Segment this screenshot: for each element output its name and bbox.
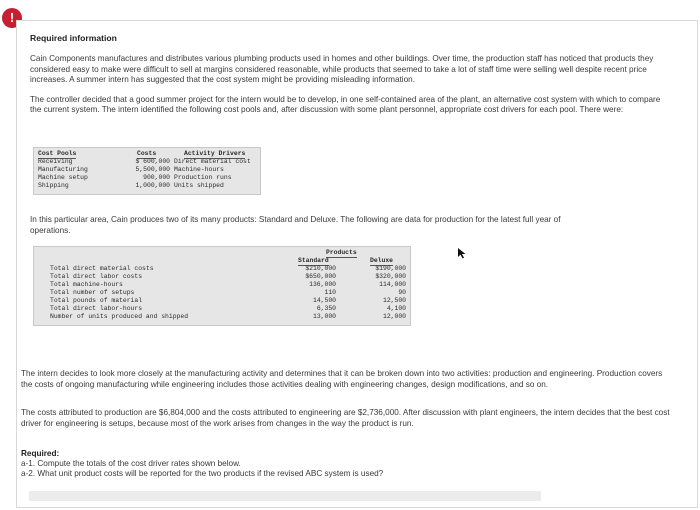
pool-cost: 900,000	[143, 174, 170, 181]
pool-driver: Production runs	[174, 174, 232, 181]
pool-name: Machine setup	[38, 174, 88, 181]
pool-cost: 1,000,000	[135, 182, 170, 189]
product-row-label: Number of units produced and shipped	[50, 313, 189, 320]
mouse-pointer-icon	[457, 247, 467, 259]
required-heading: Required:	[21, 449, 60, 458]
product-row-label: Total number of setups	[50, 289, 135, 296]
product-row-label: Total direct labor-hours	[50, 305, 143, 312]
pool-cost: $ 600,000	[135, 158, 170, 165]
pool-driver: Machine-hours	[174, 166, 224, 173]
costs-header: Costs	[137, 150, 157, 157]
deluxe-value: 12,000	[382, 313, 406, 320]
standard-value: $210,000	[305, 265, 336, 272]
question-panel	[16, 20, 698, 508]
deluxe-value: 4,100	[386, 305, 406, 312]
engineering-cost-paragraph: The costs attributed to production are $6,804,000 and the costs attributed to engineering are $2,736,000. After discussion with plant engineers, the intern decides that the best cost driver for engineering is setups, because most of the work arises from changes in the way the product is run.	[21, 408, 670, 428]
deluxe-value: 90	[398, 289, 406, 296]
deluxe-value: 114,000	[379, 281, 406, 288]
pool-driver: Units shipped	[174, 182, 224, 189]
answer-area	[29, 491, 541, 501]
pool-name: Manufacturing	[38, 166, 88, 173]
products-table	[33, 246, 411, 326]
standard-value: 13,000	[312, 313, 336, 320]
controller-paragraph: The controller decided that a good summer project for the intern would be to develop, in one self-contained area of the plant, an alternative cost system with which to compare the current system. The intern identified the following cost pools and, after discussion with some plant personnel, appropriate cost drivers for each pool. There were:	[30, 94, 661, 115]
product-row-label: Total machine-hours	[50, 281, 123, 288]
deluxe-value: 12,500	[382, 297, 406, 304]
pool-name: Shipping	[38, 182, 69, 189]
standard-column-header: Standard	[298, 257, 329, 264]
cost-pools-header: Cost Pools	[38, 150, 77, 157]
standard-value: $650,000	[305, 273, 336, 280]
manufacturing-activity-paragraph: The intern decides to look more closely at the manufacturing activity and determines that it can be broken down into two activities: production and engineering. Production covers the costs of ongoing manufacturing while engineering includes those activities dealing with engineering changes, design modifications, and so on.	[21, 369, 663, 389]
deluxe-value: $190,000	[375, 265, 406, 272]
pool-name: Receiving	[38, 158, 73, 165]
pool-cost: 5,500,000	[135, 166, 170, 173]
alert-icon: !	[2, 8, 22, 28]
pool-driver: Direct material cost	[174, 158, 251, 165]
requirement-a2: a-2. What unit product costs will be reported for the two products if the revised ABC system is used?	[21, 469, 384, 478]
products-group-header: Products	[326, 249, 357, 256]
deluxe-column-header: Deluxe	[370, 257, 394, 264]
question-content	[30, 33, 665, 116]
standard-value: 136,000	[309, 281, 336, 288]
cost-pools-table	[33, 147, 261, 195]
activity-drivers-header: Activity Drivers	[184, 150, 246, 157]
products-intro-paragraph: In this particular area, Cain produces two of its many products: Standard and Deluxe. The following are data for production for the latest full year of operations.	[30, 215, 561, 235]
standard-value: 14,500	[312, 297, 336, 304]
requirement-a1: a-1. Compute the totals of the cost driver rates shown below.	[21, 459, 241, 468]
product-row-label: Total pounds of material	[50, 297, 143, 304]
deluxe-value: $320,000	[375, 273, 406, 280]
product-row-label: Total direct material costs	[50, 265, 154, 272]
standard-value: 110	[324, 289, 336, 296]
product-row-label: Total direct labor costs	[50, 273, 143, 280]
intro-paragraph: Cain Components manufactures and distributes various plumbing products used in homes and other buildings. Over time, the production staff has noticed that products they considered easy to make were difficult to sell at margins considered reasonable, while products that seemed to take a lot of staff time were selling well despite recent price increases. A summer intern has suggested that the cost system might be providing misleading information.	[30, 54, 654, 85]
required-info-heading: Required information	[30, 33, 117, 43]
standard-value: 6,350	[316, 305, 336, 312]
